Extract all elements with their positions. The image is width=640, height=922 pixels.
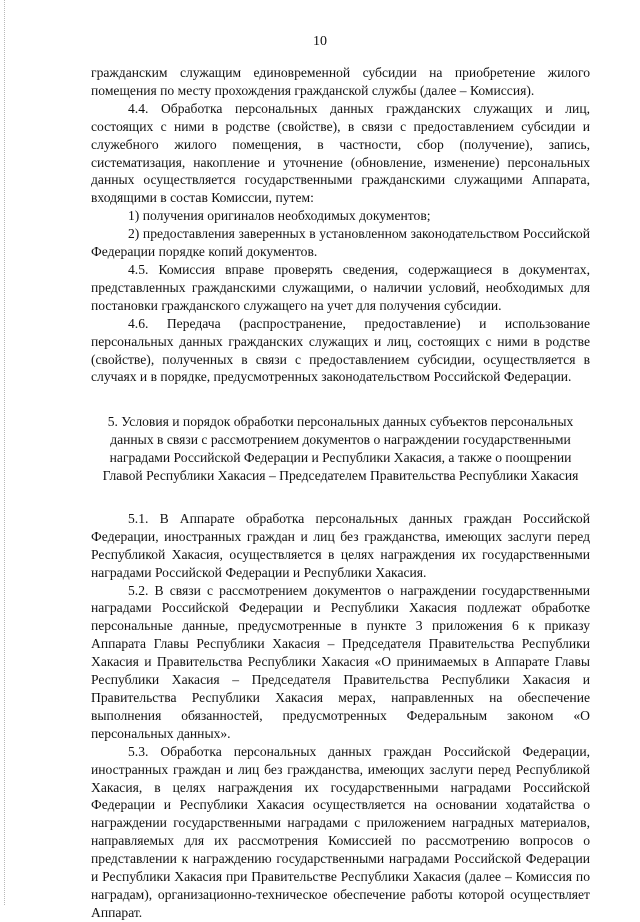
section-5-heading: 5. Условия и порядок обработки персональных данных субъектов персональных данных в связи с рассмотрением документов о награждении государственными наградами Российской Федерации и Республики Хакасия, а также о поощрении Главой Республики Хакасия – Председателем Правительства Республики Хакасия xyxy=(102,414,579,484)
page-number: 10 xyxy=(313,34,327,49)
document-body xyxy=(91,64,590,922)
paragraph-5-1: 5.1. В Аппарате обработка персональных данных граждан Российской Федерации, иностранных граждан и лиц без гражданства, имеющих заслуги перед Республикой Хакасия, осуществляется в целях награждения их государственными наградами Российской Федерации и Республики Хакасия. xyxy=(91,510,590,580)
paragraph-5-3: 5.3. Обработка персональных данных граждан Российской Федерации, иностранных граждан и лиц без гражданства, имеющих заслуги перед Республикой Хакасия, в целях награждения их государственными наградами Российской Федерации и Республики Хакасия осуществляется на основании ходатайства о награждении государственными наградами с приложением наградных материалов, направляемых для их рассмотрения Комиссией по рассмотрению вопросов о представлении к награждению государственными наградами Российской Федерации и Республики Хакасия при Правительстве Республики Хакасия (далее – Комиссия по наградам), организационно-техническое обеспечение работы которой осуществляет Аппарат. xyxy=(91,743,590,920)
paragraph-5-2: 5.2. В связи с рассмотрением документов о награждении государственными наградами Российской Федерации и Республики Хакасия подлежат обработке персональные данные, предусмотренные в пункте 3 приложения 6 к приказу Аппарата Главы Республики Хакасия – Председателя Правительства Республики Хакасия и Правительства Республики Хакасия «О принимаемых в Аппарате Главы Республики Хакасия – Председателя Правительства Республики Хакасия и Правительства Республики Хакасия мерах, направленных на обеспечение выполнения обязанностей, предусмотренных Федеральным законом «О персональных данных». xyxy=(91,582,590,741)
scan-edge-line xyxy=(4,0,6,905)
paragraph-continuation: гражданским служащим единовременной субсидии на приобретение жилого помещения по месту прохождения гражданской службы (далее – Комиссия). xyxy=(91,65,590,98)
list-item-2: 2) предоставления заверенных в установленном законодательством Российской Федерации порядке копий документов. xyxy=(91,226,590,260)
paragraph-4-6: 4.6. Передача (распространение, предоставление) и использование персональных данных гражданских служащих и лиц, состоящих с ними в родстве (свойстве), полученных в связи с предоставлением субсидии, осуществляется в случаях и в порядке, предусмотренных законодательством Российской Федерации. xyxy=(91,315,590,385)
list-item-1: 1) получения оригиналов необходимых документов; xyxy=(128,208,431,224)
paragraph-4-5: 4.5. Комиссия вправе проверять сведения, содержащиеся в документах, представленных гражданскими служащими, о наличии условий, необходимых для постановки гражданского служащего на учет для получения субсидии. xyxy=(91,261,590,313)
paragraph-4-4: 4.4. Обработка персональных данных гражданских служащих и лиц, состоящих с ними в родстве (свойстве), в связи с предоставлением субсидии и служебного жилого помещения, в частности, сбор (получение), запись, систематизация, накопление и уточнение (обновление, изменение) персональных данных осуществляется государственными гражданскими служащими Аппарата, входящими в состав Комиссии, путем: xyxy=(91,100,590,206)
